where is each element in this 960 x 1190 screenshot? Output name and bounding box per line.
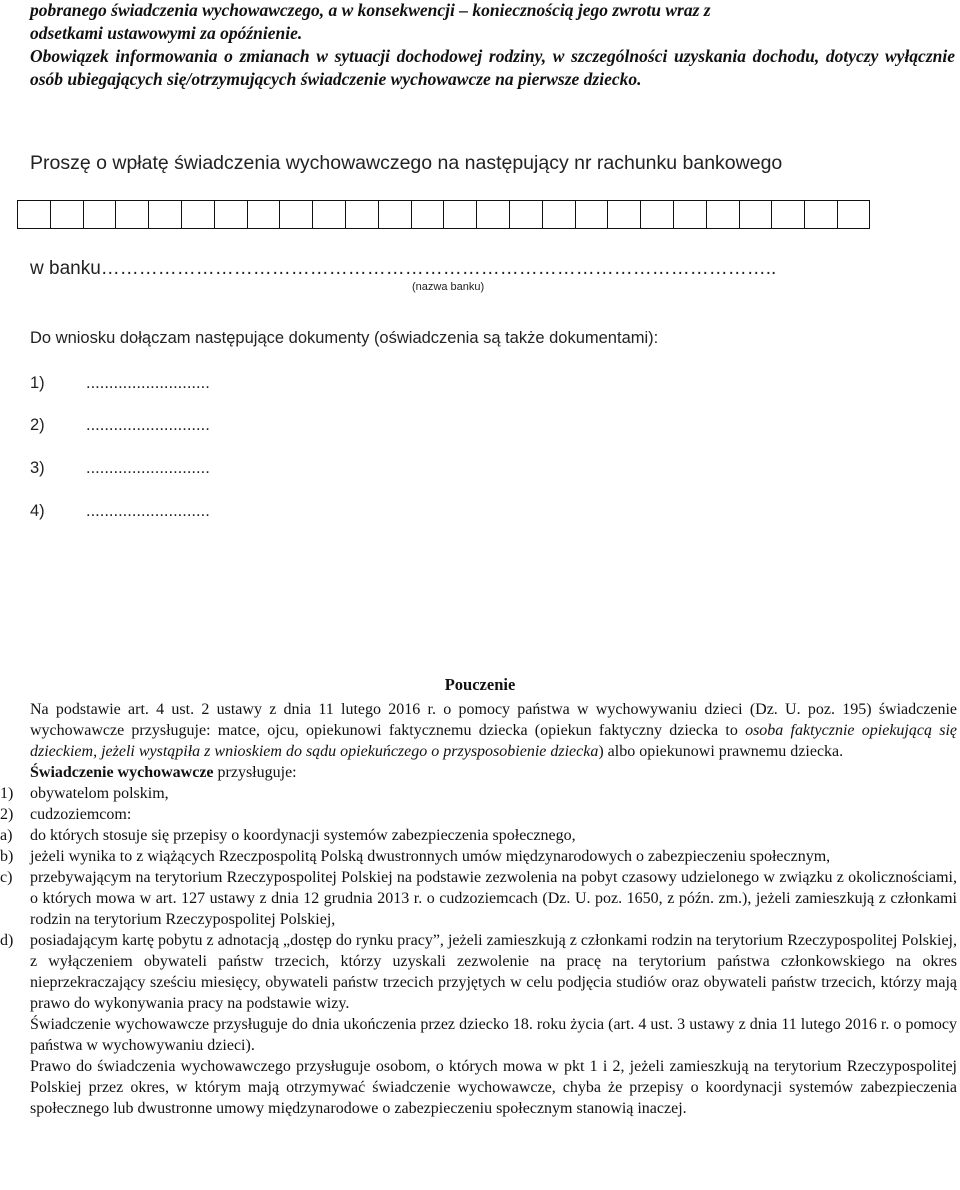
pouczenie-paragraph-2: Świadczenie wychowawcze przysługuje: (30, 764, 297, 781)
account-digit-cell[interactable] (673, 200, 706, 229)
account-digit-cell[interactable] (50, 200, 83, 229)
pouczenie-paragraph-4: Prawo do świadczenia wychowawczego przysługuje osobom, o których mowa w pkt 1 i 2, jeżeli zamieszkują na terytorium Rzeczypospolitej Polskiej przez okres, w którym mają otrzymywać świadczenie wychowawcze, chyba że przepisy o koordynacji systemów zabezpieczenia społecznego lub dwustronne umowy międzynarodowe o zabezpieczeniu społecznym stanowią inaczej. (30, 1058, 957, 1117)
eligibility-item-label: a) (0, 827, 13, 844)
eligibility-item-text: przebywającym na terytorium Rzeczypospolitej Polskiej na podstawie zezwolenia na pobyt czasowy udzielonego w związku z okolicznościami, o których mowa w art. 127 ustawy z dnia 12 grudnia 2013 r. o cudzoziemcach (Dz. U. poz. 1650, z późn. zm.), jeżeli zamieszkują z członkami rodzin na terytorium Rzeczypospolitej Polskiej, (30, 869, 957, 928)
pouczenie-title: Pouczenie (444, 675, 516, 694)
document-item-4[interactable] (30, 502, 210, 521)
pouczenie-paragraph-1: Na podstawie art. 4 ust. 2 ustawy z dnia 11 lutego 2016 r. o pomocy państwa w wychowywaniu dzieci (Dz. U. poz. 195) świadczenie wychowawcze przysługuje: matce, ojcu, opiekunowi faktycznemu dziecka (opiekun faktyczny dziecka to osoba faktycznie opiekującą się dzieckiem, jeżeli wystąpiła z wnioskiem do sądu opiekuńczego o przysposobienie dziecka) albo opiekunowi prawnemu dziecka. (30, 701, 958, 760)
account-digit-cell[interactable] (279, 200, 312, 229)
document-dots: ........................... (86, 416, 210, 434)
account-digit-cell[interactable] (739, 200, 772, 229)
account-digit-cell[interactable] (148, 200, 181, 229)
eligibility-item (0, 783, 957, 804)
account-digit-cell[interactable] (17, 200, 50, 229)
eligibility-item (0, 930, 957, 1014)
pouczenie-body (0, 699, 958, 1119)
account-digit-cell[interactable] (804, 200, 837, 229)
account-digit-cell[interactable] (312, 200, 345, 229)
document-dots: ........................... (86, 502, 210, 520)
document-number: 4) (30, 502, 45, 520)
document-number: 2) (30, 416, 45, 434)
document-item-1[interactable] (30, 374, 210, 393)
bank-request-text: Proszę o wpłatę świadczenia wychowawczego na następujący nr rachunku bankowego (30, 152, 783, 174)
eligibility-item-label: b) (0, 848, 14, 865)
eligibility-item-text: jeżeli wynika to z wiążących Rzeczpospolitą Polską dwustronnych umów międzynarodowych o zabezpieczeniu społecznym, (30, 848, 831, 865)
account-digit-cell[interactable] (345, 200, 378, 229)
account-digit-cell[interactable] (837, 200, 870, 229)
account-digit-cell[interactable] (542, 200, 575, 229)
account-digit-cell[interactable] (509, 200, 542, 229)
warning-paragraph (30, 0, 955, 91)
account-digit-cell[interactable] (443, 200, 476, 229)
warning-line-2: odsetkami ustawowymi za opóźnienie. (30, 23, 303, 43)
account-digit-cell[interactable] (214, 200, 247, 229)
eligibility-item-label: 1) (0, 785, 14, 802)
bank-name-caption: (nazwa banku) (412, 281, 485, 293)
account-digit-cell[interactable] (115, 200, 148, 229)
account-digit-cell[interactable] (378, 200, 411, 229)
account-digit-cell[interactable] (706, 200, 739, 229)
eligibility-item-text: do których stosuje się przepisy o koordynacji systemów zabezpieczenia społecznego, (30, 827, 576, 844)
document-number: 3) (30, 459, 45, 477)
document-dots: ........................... (86, 374, 210, 392)
eligibility-item-text: posiadającym kartę pobytu z adnotacją „dostęp do rynku pracy”, jeżeli zamieszkują z członkami rodzin na terytorium Rzeczypospolitej Polskiej, z wyłączeniem obywateli państw trzecich, którzy uzyskali zezwolenie na pracę na terytorium państwa członkowskiego na okres nieprzekraczający sześciu miesięcy, obywateli państw trzecich przyjętych w celu podjęcia studiów oraz obywateli państw trzecich, którzy mają prawo do wykonywania pracy na podstawie wizy. (30, 932, 957, 1012)
eligibility-item-text: cudzoziemcom: (30, 806, 132, 823)
account-digit-cell[interactable] (181, 200, 214, 229)
account-digit-cell[interactable] (575, 200, 608, 229)
eligibility-item (0, 804, 957, 825)
account-number-grid[interactable] (17, 200, 870, 229)
account-digit-cell[interactable] (640, 200, 673, 229)
document-item-2[interactable] (30, 416, 210, 435)
document-number: 1) (30, 374, 45, 392)
eligibility-item (0, 867, 957, 930)
eligibility-list (0, 783, 957, 1014)
eligibility-item-label: d) (0, 932, 14, 949)
eligibility-item (0, 846, 957, 867)
account-digit-cell[interactable] (476, 200, 509, 229)
document-item-3[interactable] (30, 459, 210, 478)
pouczenie-paragraph-3: Świadczenie wychowawcze przysługuje do dnia ukończenia przez dziecko 18. roku życia (art. 4 ust. 3 ustawy z dnia 11 lutego 2016 r. o pomocy państwa w wychowywaniu dzieci). (30, 1016, 957, 1054)
documents-intro: Do wniosku dołączam następujące dokumenty (oświadczenia są także dokumentami): (30, 329, 659, 347)
account-digit-cell[interactable] (247, 200, 280, 229)
bank-name-line[interactable]: w banku…………………………………………………………………………………………….. (30, 258, 777, 279)
warning-line-1: pobranego świadczenia wychowawczego, a w konsekwencji – koniecznością jego zwrotu wraz z (30, 0, 711, 20)
eligibility-item (0, 825, 957, 846)
eligibility-item-text: obywatelom polskim, (30, 785, 169, 802)
account-digit-cell[interactable] (411, 200, 444, 229)
account-digit-cell[interactable] (607, 200, 640, 229)
obligation-paragraph: Obowiązek informowania o zmianach w sytuacji dochodowej rodziny, w szczególności uzyskania dochodu, dotyczy wyłącznie osób ubiegających się/otrzymujących świadczenie wychowawcze na pierwsze dziecko. (30, 46, 955, 89)
account-digit-cell[interactable] (771, 200, 804, 229)
account-digit-cell[interactable] (83, 200, 116, 229)
eligibility-item-label: c) (0, 869, 13, 886)
document-dots: ........................... (86, 459, 210, 477)
eligibility-item-label: 2) (0, 806, 14, 823)
